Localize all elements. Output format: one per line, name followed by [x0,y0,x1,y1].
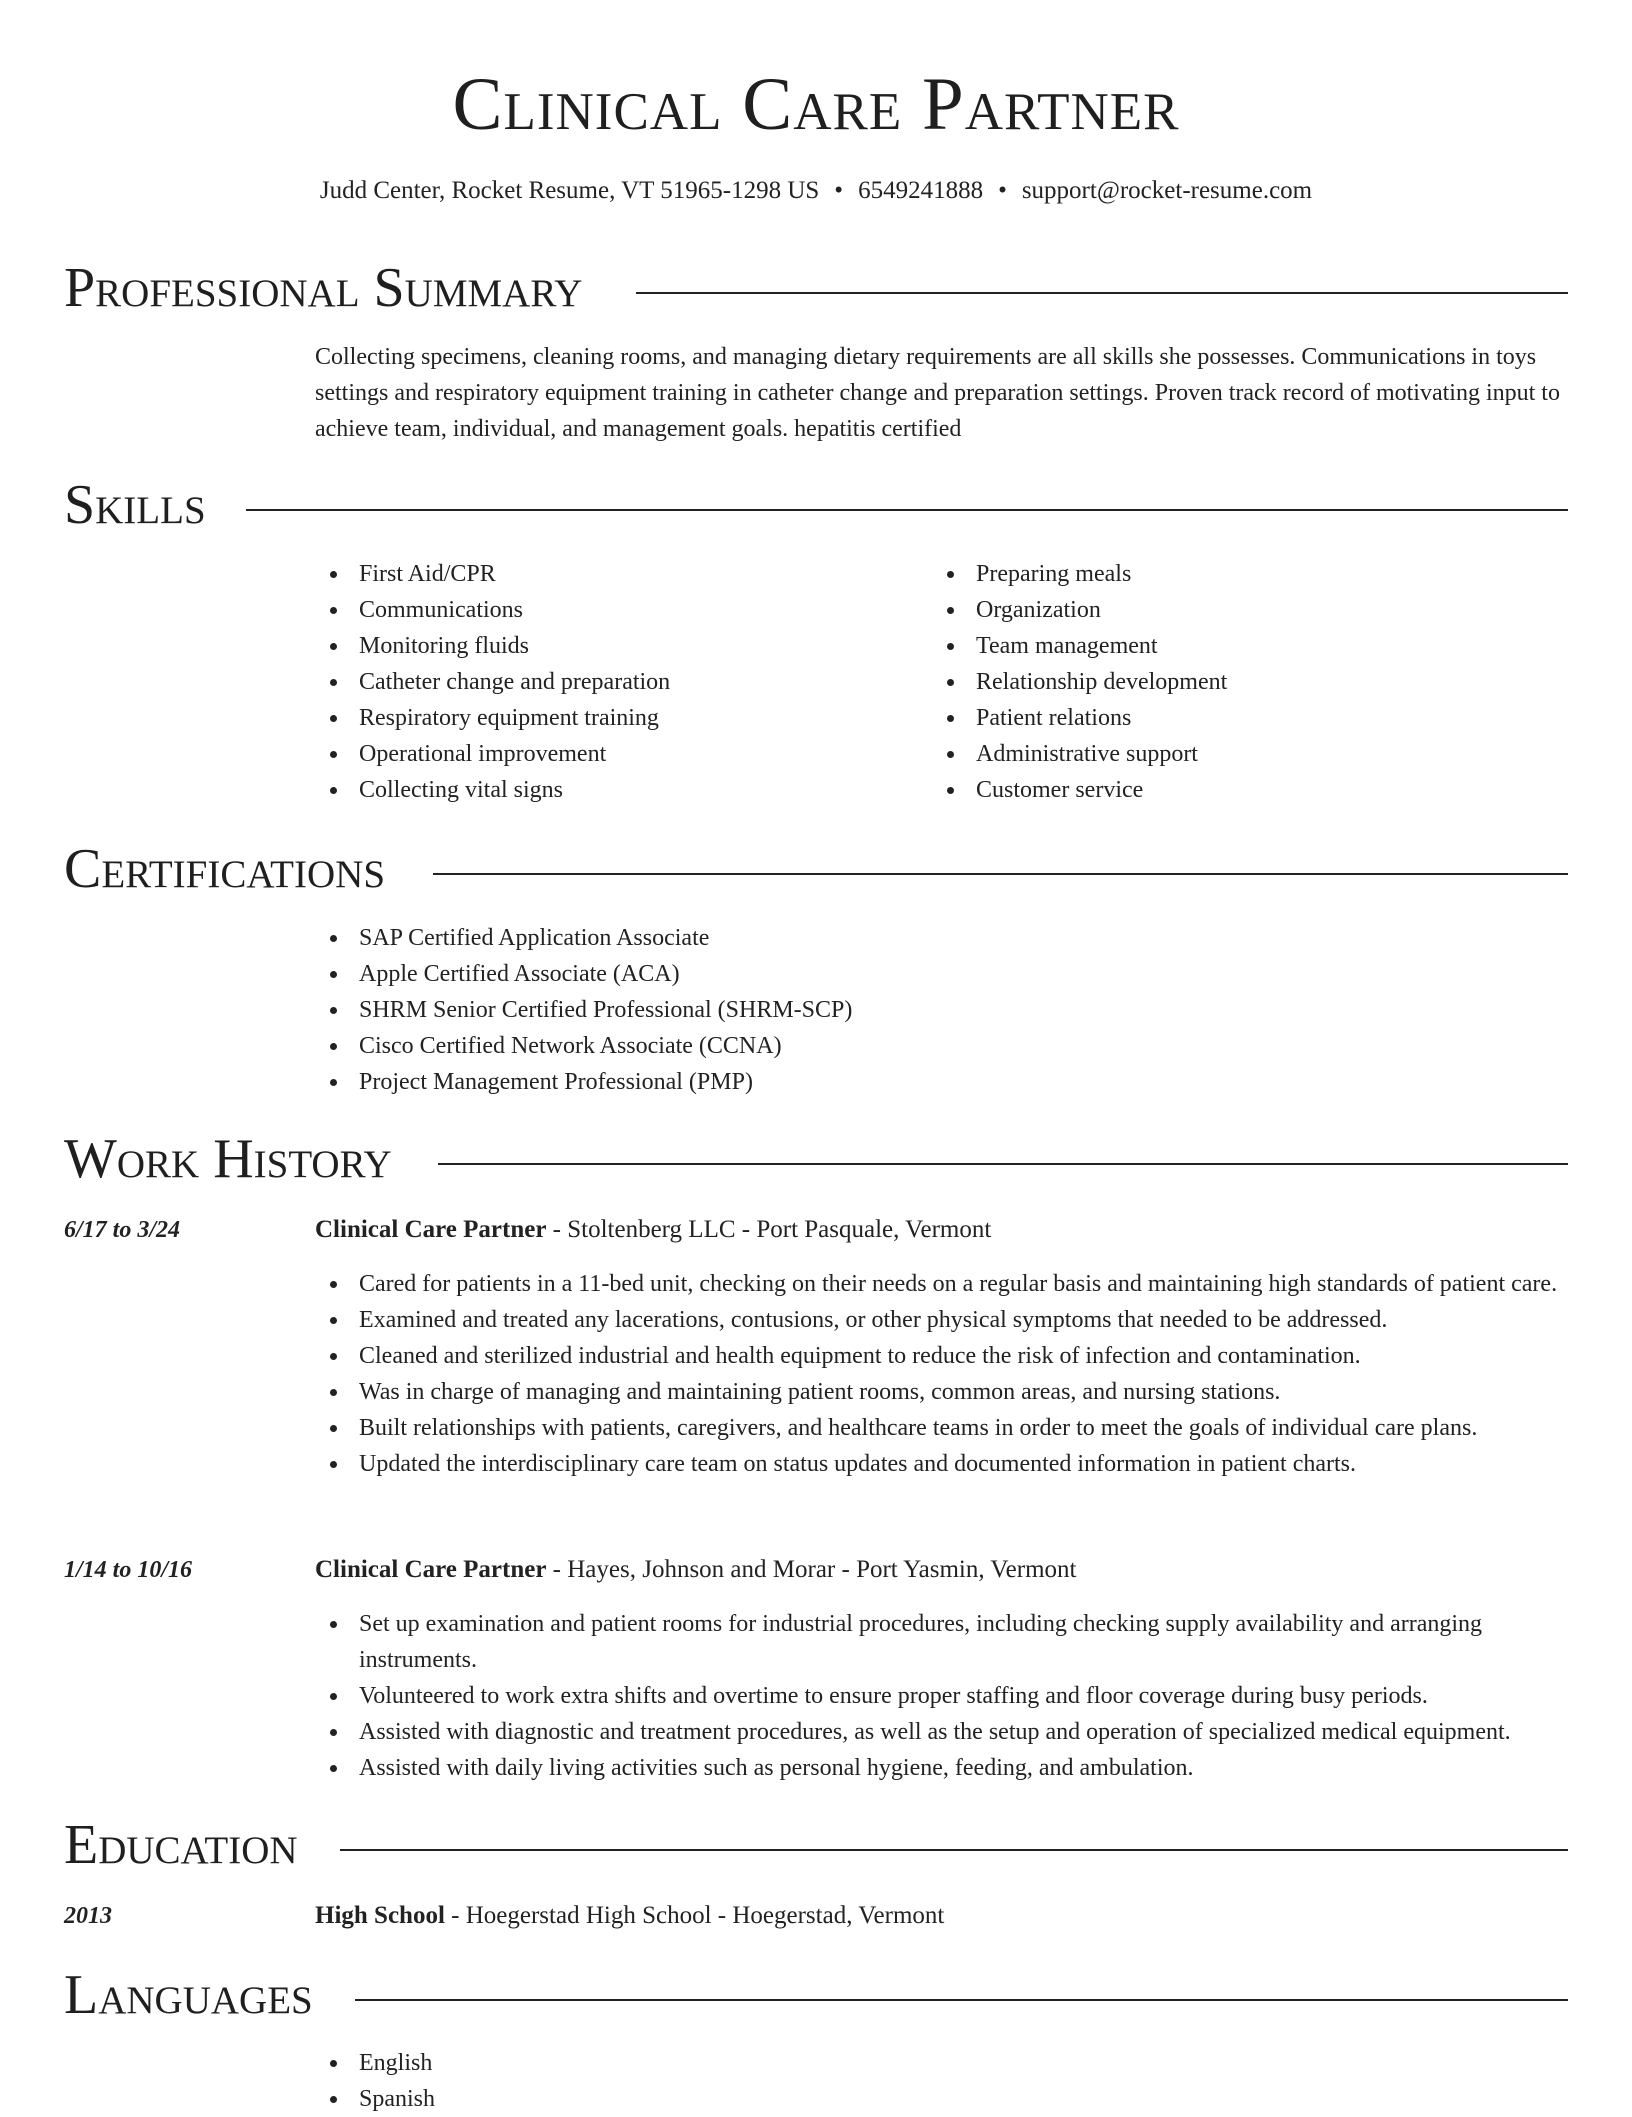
section-divider [636,292,1568,294]
job-duty-item: Cleaned and sterilized industrial and health equipment to reduce the risk of infection and contamination. [315,1338,1575,1374]
skill-item: Relationship development [932,664,1532,700]
job-duties-list [315,1266,1575,1482]
skill-item: First Aid/CPR [315,556,915,592]
skill-item: Team management [932,628,1532,664]
job-title-line [315,1212,991,1248]
section-header-skills [64,470,1568,540]
contact-separator: • [998,177,1007,204]
skills-list-left [315,556,915,808]
job-dates: 1/14 to 10/16 [64,1557,193,1583]
section-divider [340,1849,1568,1851]
certifications-list [315,920,1515,1100]
job-duty-item: Built relationships with patients, caregivers, and healthcare teams in order to meet the goals of individual care plans. [315,1410,1575,1446]
job-role: Clinical Care Partner [315,1556,547,1583]
certification-item: SHRM Senior Certified Professional (SHRM-SCP) [315,992,1515,1028]
education-school: - Hoegerstad High School - Hoegerstad, Vermont [444,1902,945,1929]
job-title-line [315,1552,1077,1588]
job-dates: 6/17 to 3/24 [64,1217,181,1243]
job-role: Clinical Care Partner [315,1216,547,1243]
job-duty-item: Examined and treated any lacerations, contusions, or other physical symptoms that needed to be addressed. [315,1302,1575,1338]
skill-item: Administrative support [932,736,1532,772]
job-duty-item: Cared for patients in a 11-bed unit, checking on their needs on a regular basis and maintaining high standards of patient care. [315,1266,1575,1302]
section-title-certifications: Certifications [64,834,417,904]
languages-list [315,2045,915,2117]
section-title-education: Education [64,1810,330,1880]
section-title-summary: Professional Summary [64,253,614,323]
job-duty-item: Volunteered to work extra shifts and overtime to ensure proper staffing and floor coverage during busy periods. [315,1678,1575,1714]
section-header-education [64,1810,1568,1880]
section-header-summary [64,253,1568,323]
section-divider [433,873,1568,875]
education-year: 2013 [64,1903,112,1929]
skill-item: Communications [315,592,915,628]
contact-address: Judd Center, Rocket Resume, VT 51965-1298 US [319,177,820,204]
contact-email: support@rocket-resume.com [1021,177,1313,204]
skill-item: Preparing meals [932,556,1532,592]
job-duties-list [315,1606,1575,1786]
skill-item: Customer service [932,772,1532,808]
section-divider [355,1999,1568,2001]
skill-item: Operational improvement [315,736,915,772]
certification-item: Cisco Certified Network Associate (CCNA) [315,1028,1515,1064]
contact-separator: • [834,177,844,204]
job-duty-item: Updated the interdisciplinary care team on status updates and documented information in patient charts. [315,1446,1575,1482]
language-item: English [315,2045,915,2081]
skill-item: Organization [932,592,1532,628]
certification-item: Project Management Professional (PMP) [315,1064,1515,1100]
section-header-languages [64,1960,1568,2030]
skill-item: Catheter change and preparation [315,664,915,700]
section-header-certifications [64,834,1568,904]
job-duty-item: Assisted with daily living activities such as personal hygiene, feeding, and ambulation. [315,1750,1575,1786]
contact-line [0,173,1632,209]
section-header-work-history [64,1124,1568,1194]
skills-list-right [932,556,1532,808]
certification-item: Apple Certified Associate (ACA) [315,956,1515,992]
job-duty-item: Set up examination and patient rooms for industrial procedures, including checking supply availability and arranging instruments. [315,1606,1575,1678]
education-line [315,1898,944,1934]
job-employer: - Hayes, Johnson and Morar - Port Yasmin, Vermont [546,1556,1077,1583]
language-item: Spanish [315,2081,915,2117]
skill-item: Monitoring fluids [315,628,915,664]
job-duty-item: Was in charge of managing and maintaining patient rooms, common areas, and nursing stations. [315,1374,1575,1410]
section-title-work-history: Work History [64,1124,424,1194]
certification-item: SAP Certified Application Associate [315,920,1515,956]
job-duty-item: Assisted with diagnostic and treatment procedures, as well as the setup and operation of specialized medical equipment. [315,1714,1575,1750]
resume-name-heading: Clinical Care Partner [452,63,1180,146]
skill-item: Respiratory equipment training [315,700,915,736]
skill-item: Collecting vital signs [315,772,915,808]
section-divider [438,1163,1568,1165]
education-degree: High School [315,1902,445,1929]
summary-text: Collecting specimens, cleaning rooms, and managing dietary requirements are all skills she possesses. Communications in toys settings and respiratory equipment training in catheter change and preparation settings. Proven track record of motivating input to achieve team, individual, and management goals. hepatitis certified [315,344,1560,442]
skill-item: Patient relations [932,700,1532,736]
section-title-languages: Languages [64,1960,345,2030]
job-employer: - Stoltenberg LLC - Port Pasquale, Vermont [546,1216,992,1243]
section-title-skills: Skills [64,470,238,540]
section-divider [246,509,1568,511]
contact-phone: 6549241888 [858,177,984,204]
